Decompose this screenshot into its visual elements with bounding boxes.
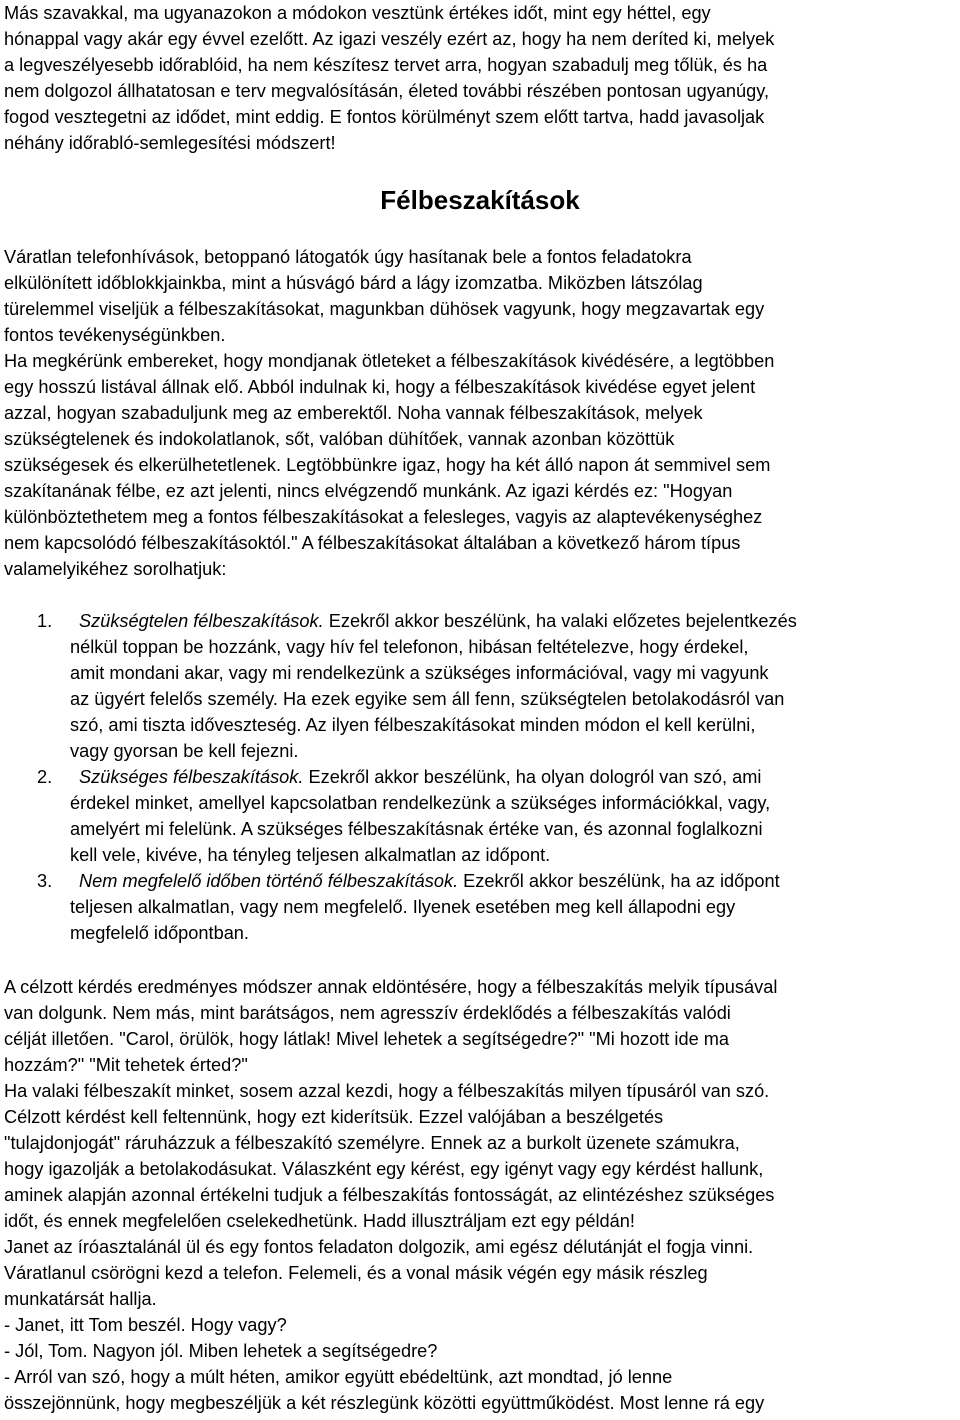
text-line: Más szavakkal, ma ugyanazokon a módokon vesztünk értékes időt, mint egy héttel, egy [4,3,711,23]
text-line: nélkül toppan be hozzánk, vagy hív fel telefonon, hibásan feltételezve, hogy érdekel, [70,637,749,657]
text-line: azzal, hogyan szabaduljunk meg az emberektől. Noha vannak félbeszakítások, melyek [4,403,703,423]
text-line: összejönnünk, hogy megbeszéljük a két részlegünk közötti együttműködést. Most lenne rá egy [4,1393,765,1413]
text-line: munkatársát hallja. [4,1289,157,1309]
text-line: Ha valaki félbeszakít minket, sosem azzal kezdi, hogy a félbeszakítás milyen típusáról van szó. [4,1081,770,1101]
text-line: megfelelő időpontban. [70,923,249,943]
text-line: néhány időrabló-semlegesítési módszert! [4,133,336,153]
text-line: türelemmel viseljük a félbeszakításokat, magunkban dühösek vagyunk, hogy megzavartak egy [4,299,765,319]
text-line: egy hosszú listával állnak elő. Abból indulnak ki, hogy a félbeszakítások kivédése egyet jelent [4,377,756,397]
text-line: Ha megkérünk embereket, hogy mondjanak ötleteket a félbeszakítások kivédésére, a legtöbben [4,351,775,371]
list-item-text: Ezekről akkor beszélünk, ha olyan dologról van szó, ami [303,767,762,787]
text-line: Janet az íróasztalánál ül és egy fontos feladaton dolgozik, ami egész délutánját el fogja vinni. [4,1237,754,1257]
text-line: szükségtelenek és indokolatlanok, sőt, valóban dühítőek, vannak azonban közöttük [4,429,675,449]
text-line: fontos tevékenységünkben. [4,325,226,345]
text-line: Célzott kérdést kell feltennünk, hogy ezt kiderítsük. Ezzel valójában a beszélgetés [4,1107,664,1127]
text-line: nem kapcsolódó félbeszakításoktól." A félbeszakításokat általában a következő három típus [4,533,741,553]
list-item-text: Ezekről akkor beszélünk, ha valaki előzetes bejelentkezés [323,611,797,631]
list-number: 3. [37,871,53,891]
text-line: érdekel minket, amellyel kapcsolatban rendelkezünk a szükséges információkkal, vagy, [70,793,771,813]
text-line: teljesen alkalmatlan, vagy nem megfelelő. Ilyenek esetében meg kell állapodni egy [70,897,736,917]
list-number: 1. [37,611,53,631]
list-item-body [70,868,780,946]
text-line: elkülönített időblokkjainkba, mint a húsvágó bárd a lágy izomzatba. Miközben látszólag [4,273,703,293]
list-item-body [70,764,770,868]
list-item-term: Szükségtelen félbeszakítások. [79,611,324,631]
text-line: szakítanának félbe, ez azt jelenti, nincs elvégzendő munkánk. Az igazi kérdés ez: "Hogyan [4,481,733,501]
text-line: szó, ami tiszta időveszteség. Az ilyen félbeszakításokat minden módon el kell kerülni, [70,715,756,735]
list-item-first-line [70,764,770,790]
text-line: szükségesek és elkerülhetetlenek. Legtöbbünkre igaz, hogy ha két álló napon át semmivel sem [4,455,771,475]
text-line: van dolgunk. Nem más, mint barátságos, nem agresszív érdeklődés a félbeszakítás valódi [4,1003,731,1023]
text-line: valamelyikéhez sorolhatjuk: [4,559,227,579]
text-line: amelyért mi felelünk. A szükséges félbeszakításnak értéke van, és azonnal foglalkozni [70,819,763,839]
targeted-question-paragraph [4,974,959,1416]
dialogue-line: - Janet, itt Tom beszél. Hogy vagy? [4,1315,287,1335]
text-line: nem dolgozol állhatatosan e terv megvalósításán, életed további részében pontosan ugyanúgy, [4,81,770,101]
text-line: vagy gyorsan be kell fejezni. [70,741,299,761]
list-item-first-line [70,608,797,634]
text-line: fogod vesztegetni az idődet, mint eddig. E fontos körülményt szem előtt tartva, hadd javasoljak [4,107,765,127]
list-item-term: Nem megfelelő időben történő félbeszakítások. [79,871,459,891]
text-line: Váratlan telefonhívások, betoppanó látogatók úgy hasítanak bele a fontos feladatokra [4,247,692,267]
dialogue-line: - Jól, Tom. Nagyon jól. Miben lehetek a segítségedre? [4,1341,438,1361]
list-number: 2. [37,767,53,787]
text-line: hónappal vagy akár egy évvel ezelőtt. Az igazi veszély ezért az, hogy ha nem deríted ki, melyek [4,29,775,49]
text-line: különböztethetem meg a fontos félbeszakításokat a felesleges, vagyis az alaptevékenységhez [4,507,763,527]
text-line: Váratlanul csörögni kezd a telefon. Felemeli, és a vonal másik végén egy másik részleg [4,1263,708,1283]
text-line: hogy igazolják a betolakodásukat. Válaszként egy kérést, egy igényt vagy egy kérdést hallunk, [4,1159,764,1179]
text-line: aminek alapján azonnal értékelni tudjuk a félbeszakítás fontosságát, az elintézéshez szükséges [4,1185,775,1205]
text-line: időt, és ennek megfelelően cselekedhetünk. Hadd illusztráljam ezt egy példán! [4,1211,635,1231]
text-line: A célzott kérdés eredményes módszer annak eldöntésére, hogy a félbeszakítás melyik típusával [4,977,778,997]
list-item-text: Ezekről akkor beszélünk, ha az időpont [458,871,780,891]
text-line: célját illetően. "Carol, örülök, hogy látlak! Mivel lehetek a segítségedre?" "Mi hozott ide ma [4,1029,730,1049]
section-heading: Félbeszakítások [380,185,580,215]
list-item-first-line [70,868,780,894]
text-line: hozzám?" "Mit tehetek érted?" [4,1055,248,1075]
intro-paragraph [4,0,959,156]
text-line: az ügyért felelős személy. Ha ezek egyike sem áll fenn, szükségtelen betolakodásról van [70,689,785,709]
text-line: a legveszélyesebb időrablóid, ha nem készítesz tervet arra, hogyan szabadulj meg tőlük, és ha [4,55,768,75]
text-line: "tulajdonjogát" ráruházzuk a félbeszakító személyre. Ennek az a burkolt üzenete számukra, [4,1133,740,1153]
list-item-term: Szükséges félbeszakítások. [79,767,304,787]
list-item-body [70,608,797,764]
dialogue-line: - Arról van szó, hogy a múlt héten, amikor együtt ebédeltünk, azt mondtad, jó lenne [4,1367,673,1387]
text-line: amit mondani akar, vagy mi rendelkezünk a szükséges információval, vagy mi vagyunk [70,663,769,683]
interruptions-paragraph [4,244,959,582]
text-line: kell vele, kivéve, ha tényleg teljesen alkalmatlan az időpont. [70,845,551,865]
